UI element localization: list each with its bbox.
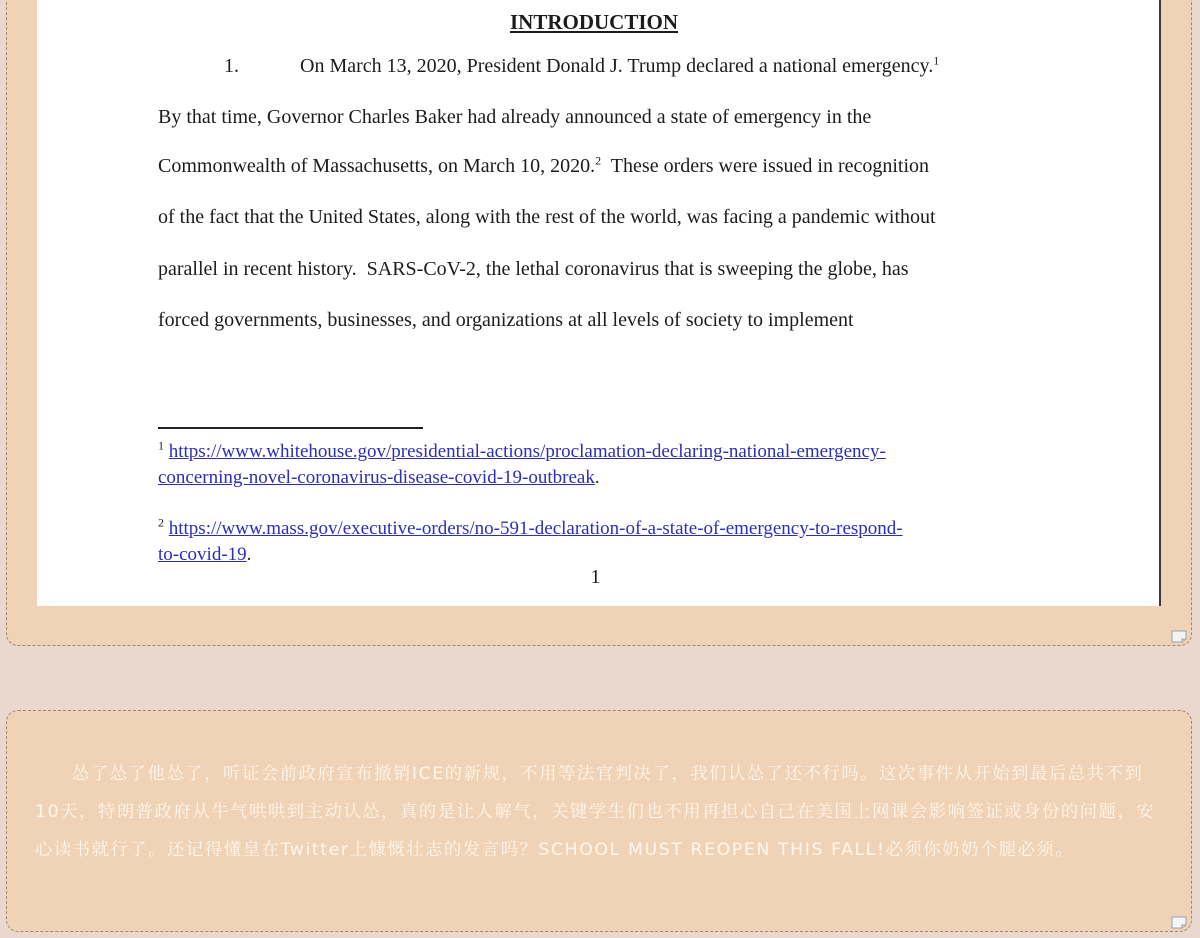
footnote-1: $^1$ https://www.whitehouse.gov/presidential-actions/proclamation-declaring-national-emergency- concerning-novel-coronavirus-disease-covid-19-outbreak.	[158, 438, 886, 488]
body-line: of the fact that the United States, along with the rest of the world, was facing a pandemic without	[158, 206, 936, 228]
body-line: Commonwealth of Massachusetts, on March 10, 2020.$^2$ These orders were issued in recognition	[158, 153, 930, 177]
body-line: On March 13, 2020, President Donald J. Trump declared a national emergency.$^1$	[300, 53, 940, 77]
paragraph-number: 1.	[224, 55, 239, 77]
footnote-ref: 2	[595, 153, 602, 168]
footnote-link[interactable]: https://www.whitehouse.gov/presidential-actions/proclamation-declaring-national-emergency-	[168, 441, 886, 462]
footnote-number: 2	[158, 515, 164, 530]
legal-document-page	[37, 0, 1161, 606]
footnote-divider	[158, 427, 423, 429]
document-title: INTRODUCTION	[509, 10, 679, 34]
body-line: forced governments, businesses, and organizations at all levels of society to implement	[158, 309, 854, 331]
body-line: By that time, Governor Charles Baker had already announced a state of emergency in the	[158, 106, 872, 128]
commentary-text: 怂了怂了他怂了，听证会前政府宣布撤销ICE的新规，不用等法官判决了，我们认怂了还不行吗。这次事件从开始到最后总共不到10天，特朗普政府从牛气哄哄到主动认怂，真的是让人解气，关键学生们也不用再担心自己在美国上网课会影响签证或身份的问题，安心读书就行了。还记得懂皇在Twitter上慷慨壮志的发言吗？SCHOOL MUST REOPEN THIS FALL!必须你奶奶个腿必须。	[35, 764, 1156, 860]
footnote-link[interactable]: concerning-novel-coronavirus-disease-covid-19-outbreak	[158, 467, 595, 488]
footnote-2: $^2$ https://www.mass.gov/executive-orders/no-591-declaration-of-a-state-of-emergency-to-respond- to-covid-19.	[158, 515, 903, 565]
page-fold-icon	[1171, 916, 1187, 929]
page-number: 1	[590, 566, 601, 588]
body-line: parallel in recent history. SARS-CoV-2, the lethal coronavirus that is sweeping the globe, has	[158, 258, 909, 280]
footnote-number: 1	[158, 438, 164, 453]
page-fold-icon	[1171, 630, 1187, 643]
footnote-link[interactable]: to-covid-19	[158, 544, 247, 565]
footnote-link[interactable]: https://www.mass.gov/executive-orders/no-591-declaration-of-a-state-of-emergency-to-respond-	[168, 518, 903, 539]
footnote-ref: 1	[933, 53, 940, 68]
